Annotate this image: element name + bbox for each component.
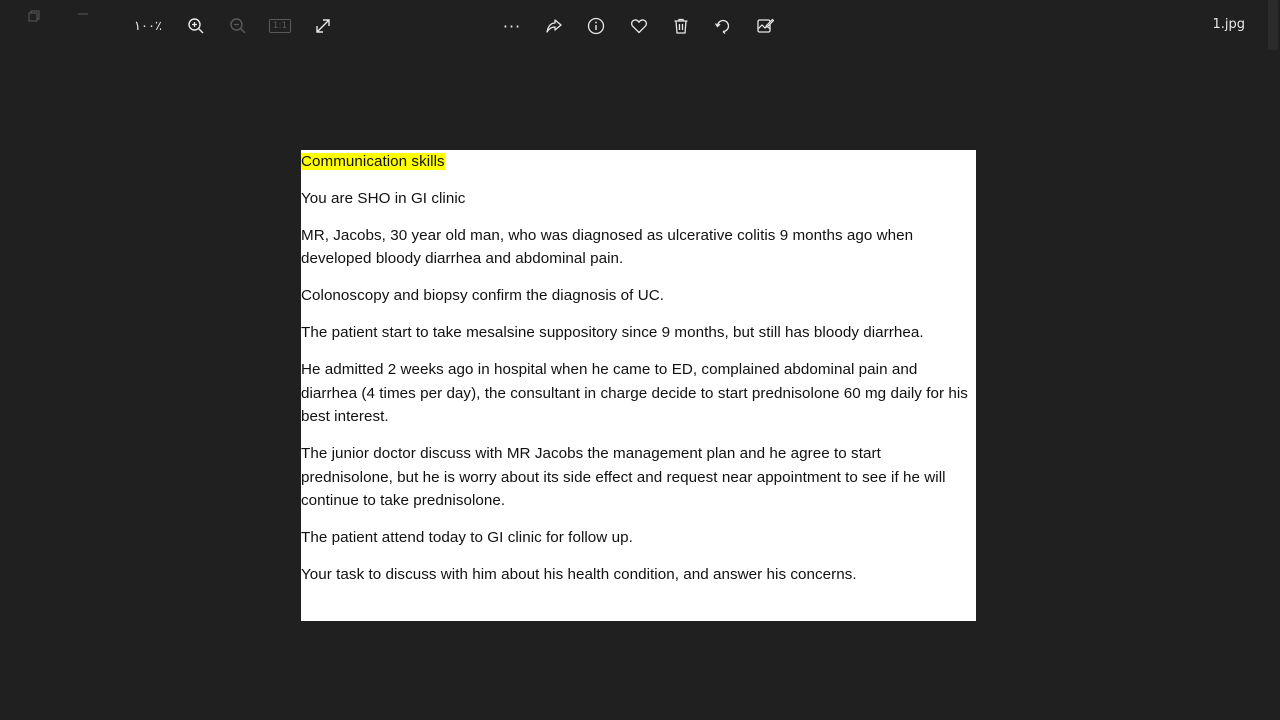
paragraph: Your task to discuss with him about his health condition, and answer his concerns. (301, 566, 857, 583)
paragraph: You are SHO in GI clinic (301, 189, 466, 207)
zoom-out-button[interactable] (224, 12, 252, 40)
restore-icon[interactable] (28, 10, 40, 25)
rotate-button[interactable] (709, 12, 737, 40)
more-options-button[interactable]: ··· (502, 16, 522, 36)
zoom-level[interactable]: ١٠٠٪ (134, 18, 162, 34)
share-button[interactable] (540, 12, 568, 40)
file-name: 1.jpg (1212, 17, 1245, 32)
favorite-button[interactable] (625, 12, 653, 40)
toolbar (0, 0, 1280, 52)
fullscreen-button[interactable] (309, 12, 337, 40)
heart-icon (630, 17, 648, 35)
paragraph: Colonoscopy and biopsy confirm the diagnosis of UC. (301, 287, 665, 304)
edit-image-icon (756, 17, 774, 35)
document-title: Communication skills (301, 153, 445, 170)
rotate-icon (714, 17, 732, 35)
edit-button[interactable] (751, 12, 779, 40)
paragraph: He admitted 2 weeks ago in hospital when he came to ED, complained abdominal pain and diarrhea (4 times per day), the consultant in charge decide to start prednisolone 60 mg daily for his best interest. (301, 361, 968, 425)
info-icon (587, 17, 605, 35)
image-canvas (301, 150, 976, 621)
zoom-in-button[interactable] (182, 12, 210, 40)
scrollbar[interactable] (1268, 0, 1278, 50)
delete-button[interactable] (667, 12, 695, 40)
minimize-icon[interactable] (77, 8, 89, 23)
zoom-out-icon (229, 17, 247, 35)
share-icon (545, 17, 563, 35)
paragraph: MR, Jacobs, 30 year old man, who was diagnosed as ulcerative colitis 9 months ago when developed bloody diarrhea and abdominal pain. (301, 226, 914, 267)
trash-icon (672, 17, 690, 35)
zoom-in-icon (187, 17, 205, 35)
actual-size-button[interactable] (266, 12, 294, 40)
info-button[interactable] (582, 12, 610, 40)
actual-size-label: 1:1 (269, 19, 291, 33)
paragraph: The patient start to take mesalsine suppository since 9 months, but still has bloody diarrhea. (301, 324, 924, 341)
expand-icon (314, 17, 332, 35)
paragraph: The junior doctor discuss with MR Jacobs the management plan and he agree to start prednisolone, but he is worry about its side effect and request near appointment to see if he will continue to take prednisolone. (301, 445, 946, 509)
paragraph: The patient attend today to GI clinic for follow up. (301, 529, 633, 546)
